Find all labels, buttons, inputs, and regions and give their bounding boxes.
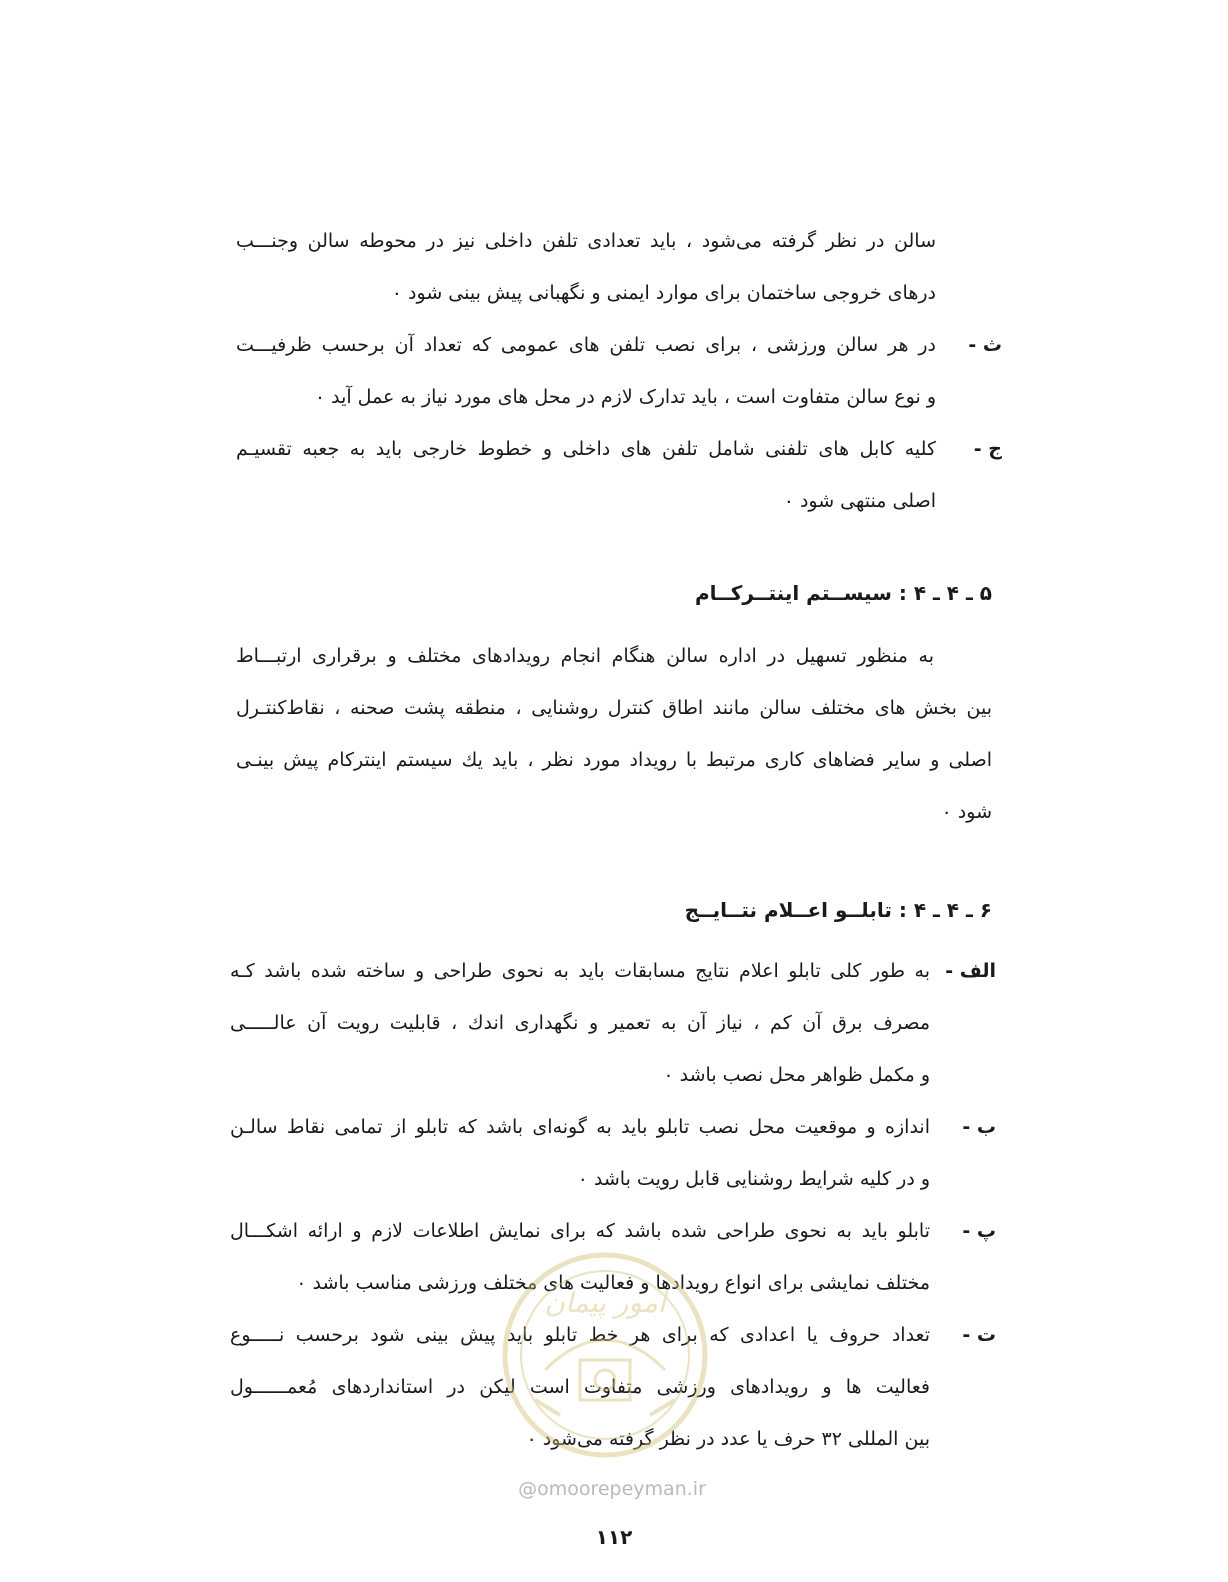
list-item-pe — [230, 1205, 996, 1309]
list-item-jim — [236, 423, 1002, 527]
watermark-url: @omoorepeyman.ir — [518, 1478, 706, 1500]
list-marker: ب - — [962, 1116, 996, 1138]
svg-text:امور پیمان: امور پیمان — [544, 1286, 666, 1319]
intro-line-2: درهای خروجی ساختمان برای موارد ایمنی و نگهبانی پیش بینی شود ٠ — [391, 282, 936, 304]
intro-paragraph — [236, 215, 936, 319]
list-item-line: اندازه و موقعیت محل نصب تابلو باید به گونه‌ای باشد که تابلو از تمامی نقاط سالـن — [230, 1116, 930, 1138]
list-item-alef — [230, 945, 996, 1101]
section-heading-scoreboard: ۶ ـ ۴ ـ ۴ : تابلــو اعــلام نتــایــج — [684, 898, 992, 922]
list-item-tha — [236, 319, 1002, 423]
list-item-line: و نوع سالن متفاوت است ، باید تدارک لازم در محل های مورد نیاز به عمل آید ٠ — [314, 386, 936, 408]
list-item-line: مختلف نمایشی برای انواع رویدادها و فعالیت های مختلف ورزشی مناسب باشد ٠ — [296, 1272, 930, 1294]
section-heading-intercom: ۵ ـ ۴ ـ ۴ : سیســتم اینتــرکــام — [694, 581, 992, 605]
list-item-line: کلیه کابل های تلفنی شامل تلفن های داخلی و خطوط خارجی باید به جعبه تقسیـم — [236, 438, 936, 460]
list-item-be — [230, 1101, 996, 1205]
list-marker: ث - — [968, 334, 1002, 356]
list-marker: ج - — [973, 438, 1002, 460]
paragraph-line: اصلی و سایر فضاهای کاری مرتبط با رویداد مورد نظر ، باید یك سیستم اینترکام پیش بینـی — [236, 749, 992, 771]
list-marker: الف - — [945, 960, 996, 982]
list-item-line: تابلو باید به نحوی طراحی شده باشد که برای نمایش اطلاعات لازم و ارائه اشکـــال — [230, 1220, 930, 1242]
list-item-line: مصرف برق آن کم ، نیاز آن به تعمیر و نگهداری اندك ، قابلیت رویت آن عالـــــی — [230, 1012, 930, 1034]
list-item-line: بین المللی ۳۲ حرف یا عدد در نظر گرفته می‌شود ٠ — [526, 1428, 930, 1450]
list-item-line: و مکمل ظواهر محل نصب باشد ٠ — [663, 1064, 930, 1086]
list-item-line: به طور کلی تابلو اعلام نتایج مسابقات باید به نحوی طراحی و ساخته شده باشد کـه — [230, 960, 930, 982]
telephone-list — [236, 319, 1002, 527]
list-item-line: اصلی منتهی شود ٠ — [783, 490, 936, 512]
intro-line-1: سالن در نظر گرفته می‌شود ، باید تعدادی تلفن داخلی نیز در محوطه سالن وجنـــب — [236, 230, 936, 252]
paragraph-line: بین بخش های مختلف سالن مانند اطاق کنترل روشنایی ، منطقه پشت صحنه ، نقاط‌کنتـرل — [236, 697, 992, 719]
list-item-te — [230, 1309, 996, 1465]
list-marker: ت - — [962, 1324, 996, 1346]
list-item-line: در هر سالن ورزشی ، برای نصب تلفن های عمومی که تعداد آن برحسب ظرفیـــت — [236, 334, 936, 356]
paragraph-line: به منظور تسهیل در اداره سالن هنگام انجام رویدادهای مختلف و برقراری ارتبـــاط — [236, 645, 934, 667]
list-item-line: و در کلیه شرایط روشنایی قابل رویت باشد ٠ — [577, 1168, 930, 1190]
list-item-line: فعالیت ها و رویدادهای ورزشی متفاوت است لیکن در استانداردهای مُعمــــــول — [230, 1376, 930, 1398]
page-number: ۱۱۲ — [595, 1525, 633, 1549]
intercom-paragraph — [236, 630, 992, 838]
list-marker: پ - — [962, 1220, 996, 1242]
scoreboard-list — [230, 945, 996, 1465]
list-item-line: تعداد حروف یا اعدادی که برای هر خط تابلو باید پیش بینی شود برحسب نـــــوع — [230, 1324, 930, 1346]
paragraph-line: شود ٠ — [941, 801, 992, 823]
